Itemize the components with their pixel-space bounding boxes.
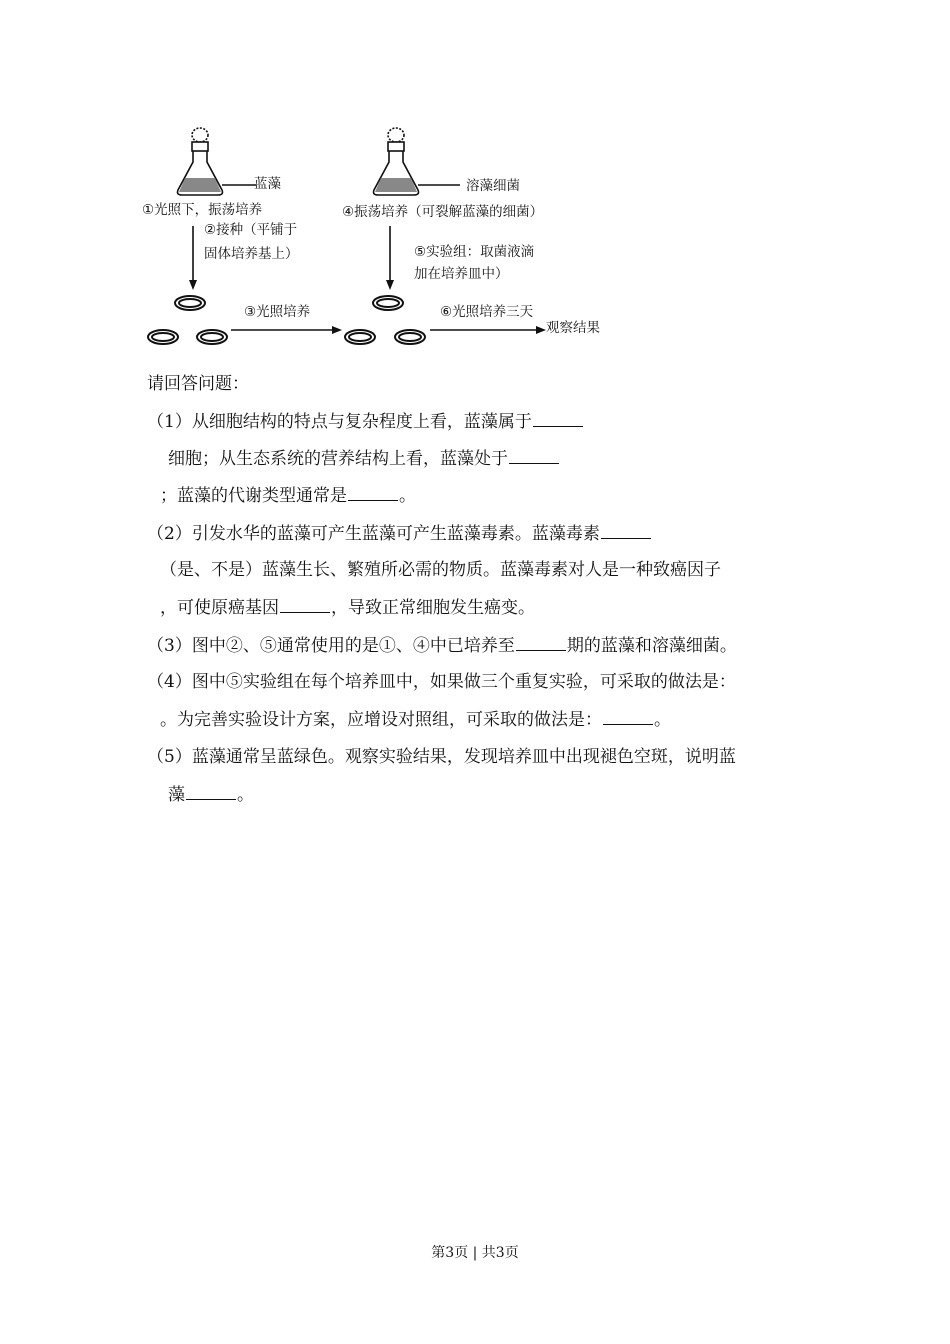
step5-label-line2: 加在培养皿中） [414, 266, 509, 282]
q1-line3: ；蓝藻的代谢类型通常是 。 [160, 486, 416, 506]
answer-blank[interactable] [509, 447, 559, 464]
answer-blank[interactable] [603, 708, 653, 725]
answer-blank[interactable] [348, 484, 398, 501]
step5-label-line1: ⑤实验组：取菌液滴 [414, 244, 535, 260]
step2-label-line2: 固体培养基上） [204, 246, 299, 262]
intro-text: 请回答问题： [147, 374, 249, 394]
result-label: 观察结果 [546, 320, 600, 336]
label-bacteria: 溶藻细菌 [466, 178, 520, 194]
q1-line2: 细胞；从生态系统的营养结构上看，蓝藻处于 [168, 447, 560, 470]
algae-flask-icon [178, 128, 223, 195]
q5-line1: （5）蓝藻通常呈蓝绿色。观察实验结果，发现培养皿中出现褪色空斑，说明蓝 [147, 747, 736, 767]
page-footer: 第3页 | 共3页 [431, 1245, 519, 1261]
answer-blank[interactable] [516, 634, 566, 651]
petri-dish-icon [395, 330, 425, 344]
step3-label: ③光照培养 [244, 304, 311, 320]
q4-line1: （4）图中⑤实验组在每个培养皿中，如果做三个重复实验，可采取的做法是： [147, 672, 736, 692]
q5-line2: 藻 。 [168, 785, 254, 805]
answer-blank[interactable] [280, 596, 330, 613]
petri-dish-icon [373, 296, 403, 310]
petri-dish-icon [175, 296, 205, 310]
q4-line2: 。为完善实验设计方案，应增设对照组，可采取的做法是： 。 [160, 710, 671, 730]
label-algae: 蓝藻 [254, 176, 281, 192]
experiment-diagram [138, 118, 618, 354]
petri-dish-icon [345, 330, 375, 344]
q1-line1: （1）从细胞结构的特点与复杂程度上看，蓝藻属于 [147, 410, 584, 433]
answer-blank[interactable] [533, 410, 583, 427]
answer-blank[interactable] [186, 783, 236, 800]
step4-label: ④振荡培养（可裂解蓝藻的细菌） [342, 204, 544, 220]
q3-line1: （3）图中②、⑤通常使用的是①、④中已培养至 期的蓝藻和溶藻细菌。 [147, 636, 737, 656]
bacteria-flask-icon [374, 128, 419, 195]
answer-blank[interactable] [601, 522, 651, 539]
q2-line3: ，可使原癌基因 ，导致正常细胞发生癌变。 [160, 598, 535, 618]
step6-label: ⑥光照培养三天 [440, 304, 534, 320]
step1-label: ①光照下，振荡培养 [142, 202, 263, 218]
q2-line2: （是、不是）蓝藻生长、繁殖所必需的物质。蓝藻毒素对人是一种致癌因子 [160, 560, 721, 580]
petri-dish-icon [197, 330, 227, 344]
petri-dish-icon [148, 330, 178, 344]
q2-line1: （2）引发水华的蓝藻可产生蓝藻可产生蓝藻毒素。蓝藻毒素 [147, 522, 652, 545]
step2-label-line1: ②接种（平铺于 [204, 222, 298, 238]
